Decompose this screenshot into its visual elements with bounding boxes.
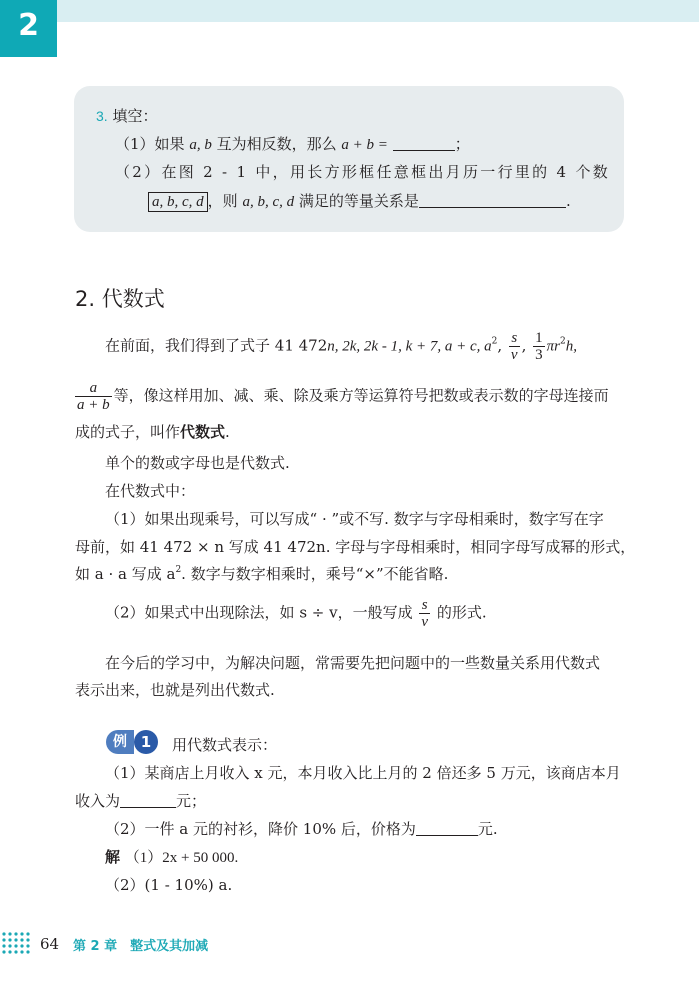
para-1-line-1: 在前面，我们得到了式子 41 472n, 2k, 2k - 1, k + 7, a + c, $a^2$, $\frac{s}{v}$ , $\frac{1}{3}$ $\pi r^2h$,: [105, 330, 577, 363]
answer-blank[interactable]: [416, 820, 478, 836]
para-3: 在代数式中：: [105, 482, 196, 500]
item-expr: a + b =: [341, 137, 388, 153]
example-badge: [106, 730, 158, 754]
pi-r: πr: [546, 338, 560, 355]
text: .: [225, 423, 230, 441]
page-number: 64: [40, 935, 60, 953]
example-badge-number: 1: [134, 730, 158, 754]
item-vars: a, b: [189, 137, 212, 153]
chapter-number: 2: [18, 8, 39, 43]
para-4-line-1: 在今后的学习中，为解决问题，常需要先把问题中的一些数量关系用代数式: [105, 654, 601, 672]
boxed-vars: a, b, c, d: [148, 192, 208, 212]
fraction-s-over-v: [509, 330, 520, 363]
item-label: （1）: [115, 135, 155, 153]
exercise-item-2-cont: [148, 191, 571, 212]
denominator: v: [510, 347, 518, 363]
exercise-title-text: 填空：: [112, 107, 158, 125]
text: 如 a · a 写成 a: [75, 565, 176, 583]
item-text: 如果: [154, 135, 185, 153]
text: . 数字与数字相乘时，乘号“×”不能省略.: [181, 565, 449, 583]
item-label: （2）: [115, 163, 162, 181]
text: 元.: [477, 820, 498, 838]
item-text: 在图 2 - 1 中，用长方形框任意框出月历一行里的 4 个数: [161, 163, 611, 181]
text: 收入为: [75, 792, 121, 810]
rule-2: [105, 597, 487, 630]
item-text: 互为相反数，那么: [216, 135, 337, 153]
answer-blank[interactable]: [120, 792, 176, 808]
numerator: a: [75, 380, 112, 397]
text: 等，像这样用加、减、乘、除及乘方等运算符号把数或表示数的字母连接而: [113, 386, 609, 405]
top-band: [0, 0, 699, 22]
example-q1-line-1: （1）某商店上月收入 x 元，本月收入比上月的 2 倍还多 5 万元，该商店本月: [105, 764, 621, 782]
expr-list: , 2k, 2k - 1, k + 7, a + c, a: [334, 338, 492, 355]
footer-chapter-title: 第 2 章 整式及其加减: [73, 939, 209, 954]
text: 元；: [176, 792, 207, 810]
rule-1-line-3: [75, 562, 448, 586]
var-h: h,: [565, 338, 577, 355]
para-1-line-2: [75, 380, 609, 413]
item-text: ，则: [207, 192, 238, 210]
fraction-a-over-a-plus-b: [75, 380, 112, 413]
exercise-number: 3.: [96, 108, 108, 124]
exponent: 2: [560, 336, 566, 347]
denominator: a + b: [77, 397, 110, 413]
para-2: 单个的数或字母也是代数式.: [105, 454, 290, 472]
answer-blank[interactable]: [419, 192, 566, 208]
solution-text: （1）2x + 50 000.: [124, 850, 239, 866]
numerator: 1: [535, 330, 543, 346]
exercise-title: [96, 106, 157, 126]
fraction-s-over-v: [419, 597, 430, 630]
text: 的形式.: [436, 603, 487, 622]
para-1-line-3: [75, 420, 230, 444]
example-q1-line-2: [75, 789, 206, 813]
section-heading: 2. 代数式: [75, 287, 165, 311]
para-4-line-2: 表示出来，也就是列出代数式.: [75, 681, 275, 699]
text: 成的式子，叫作: [75, 423, 181, 441]
text: （2）如果式中出现除法，如 s ÷ v，一般写成: [105, 603, 413, 622]
item-text: 满足的等量关系是: [298, 192, 419, 210]
numerator: s: [419, 597, 430, 614]
exponent: 2: [175, 565, 182, 575]
answer-blank[interactable]: [393, 135, 455, 151]
exercise-item-2: [115, 162, 610, 182]
fraction-one-third: [533, 330, 545, 363]
term-highlight: 代数式: [180, 423, 226, 441]
denominator: v: [421, 614, 429, 630]
item-end: ；: [454, 135, 470, 153]
solution-2: （2）(1 - 10%) a.: [105, 876, 233, 894]
text: （2）一件 a 元的衬衫，降价 10% 后，价格为: [105, 820, 416, 838]
item-end: .: [565, 192, 571, 210]
denominator: 3: [535, 347, 543, 363]
example-title: 用代数式表示：: [172, 736, 278, 754]
rule-1-line-1: （1）如果出现乘号，可以写成“ · ”或不写. 数字与字母相乘时，数字写在字: [105, 510, 604, 528]
exponent: 2: [491, 336, 498, 347]
footer-dots-icon: [0, 930, 34, 956]
item-vars: a, b, c, d: [242, 194, 295, 210]
example-badge-char: 例: [106, 730, 134, 754]
exercise-item-1: [115, 134, 470, 155]
rule-1-line-2: 母前，如 41 472 × n 写成 41 472n. 字母与字母相乘时，相同字母写成幂的形式，: [75, 538, 636, 556]
text: 在前面，我们得到了式子 41 472: [105, 336, 328, 355]
example-q2: [105, 817, 498, 841]
var: n: [327, 338, 335, 355]
solution-1: [105, 845, 238, 870]
numerator: s: [509, 330, 520, 347]
solution-label: 解: [105, 848, 121, 866]
